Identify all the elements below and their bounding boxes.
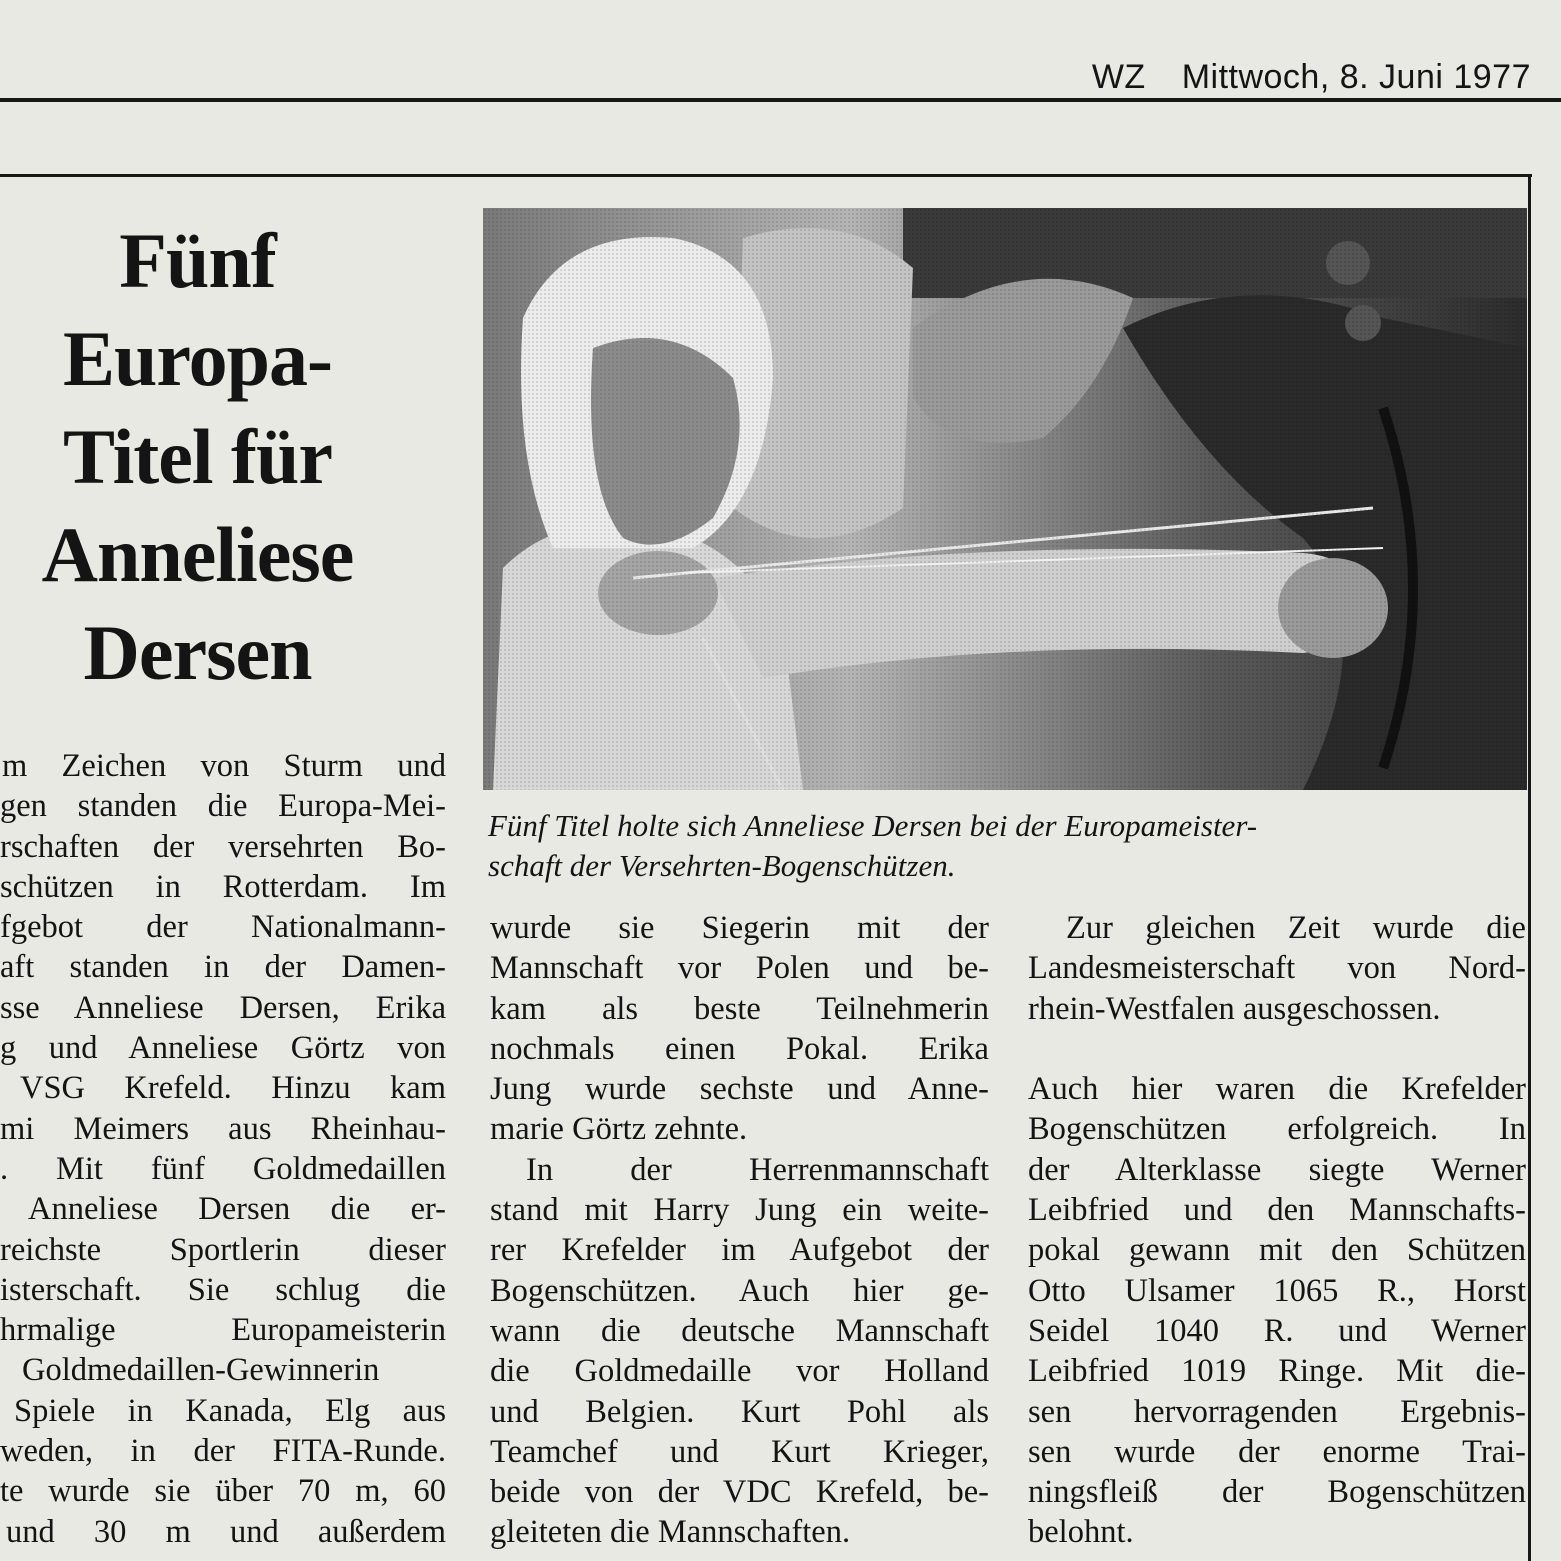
text-line: Seidel 1040 R. und Werner [1028,1312,1526,1349]
text-line: m Zeichen von Sturm und [2,748,446,784]
text-line: rer Krefelder im Aufgebot der [490,1232,989,1269]
text-line: schützen in Rotterdam. Im [0,868,446,905]
masthead-rule [0,98,1561,102]
text-line: Spiele in Kanada, Elg aus [14,1392,446,1429]
text-line: ningsfleiß der Bogenschützen [1028,1474,1526,1511]
text-line: . Mit fünf Goldmedaillen [0,1150,446,1187]
article-column-3 [1028,908,1526,1553]
text-line: VSG Krefeld. Hinzu kam [20,1070,446,1107]
text-line: aft standen in der Damen- [0,949,446,986]
article-column-1 [0,746,446,1552]
text-line: Jung wurde sechste und Anne- [490,1071,989,1108]
text-line: reichste Sportlerin dieser [0,1231,446,1268]
text-line: Otto Ulsamer 1065 R., Horst [1028,1272,1526,1309]
text-line: rschaften der versehrten Bo- [0,828,446,865]
article-photo [483,208,1527,790]
text-line: belohnt. [1028,1514,1134,1551]
text-line: wurde sie Siegerin mit der [490,910,989,946]
headline-line: Anneliese [41,511,354,598]
text-line: Landesmeisterschaft von Nord- [1028,950,1526,987]
text-line: gleiteten die Mannschaften. [490,1514,851,1551]
text-line: rhein-Westfalen ausgeschossen. [1028,990,1441,1027]
text-line: und 30 m und außerdem [6,1513,446,1550]
text-line: beide von der VDC Krefeld, be- [490,1474,989,1511]
text-line: Teamchef und Kurt Krieger, [490,1433,989,1470]
text-line: hrmalige Europameisterin [0,1312,446,1349]
text-line: kam als beste Teilnehmerin [490,990,989,1027]
issue-date: Mittwoch, 8. Juni 1977 [1181,58,1531,96]
article-headline [10,212,385,702]
text-line: Leibfried und den Mannschafts- [1028,1192,1526,1229]
text-line: Goldmedaillen-Gewinnerin [22,1352,380,1389]
text-line: fgebot der Nationalmann- [0,909,446,946]
masthead [1092,58,1531,97]
text-line: der Alterklasse siegte Werner [1028,1151,1526,1188]
text-line: Mannschaft vor Polen und be- [490,950,989,987]
text-line: stand mit Harry Jung ein weite- [490,1192,989,1229]
text-line: nochmals einen Pokal. Erika [490,1030,989,1067]
article-top-rule [0,174,1532,177]
article-right-rule [1528,174,1531,1561]
text-line: Bogenschützen erfolgreich. In [1028,1111,1526,1148]
newspaper-name: WZ [1091,58,1146,96]
photo-caption [488,806,1518,886]
headline-line: Dersen [83,609,312,696]
text-line: die Goldmedaille vor Holland [490,1353,989,1390]
text-line: marie Görtz zehnte. [490,1111,748,1148]
text-line: Anneliese Dersen die er- [28,1191,446,1228]
text-line: Auch hier waren die Krefelder [1028,1071,1526,1108]
text-line: sen hervorragenden Ergebnis- [1028,1393,1526,1430]
text-line: und Belgien. Kurt Pohl als [490,1393,989,1430]
text-line: pokal gewann mit den Schützen [1028,1232,1526,1269]
text-line: sen wurde der enorme Trai- [1028,1433,1526,1470]
text-line: g und Anneliese Görtz von [0,1030,446,1067]
text-line: te wurde sie über 70 m, 60 [0,1473,446,1510]
text-line: Bogenschützen. Auch hier ge- [490,1272,989,1309]
text-line: Zur gleichen Zeit wurde die [1066,910,1526,946]
text-line: sse Anneliese Dersen, Erika [0,989,446,1026]
text-line: mi Meimers aus Rheinhau- [0,1110,446,1147]
caption-line: schaft der Versehrten-Bogenschützen. [488,848,956,883]
text-line: In der Herrenmannschaft [526,1151,989,1188]
headline-line: Titel für [62,413,333,500]
text-line: weden, in der FITA-Runde. [0,1433,446,1470]
archer-photo-illustration [483,208,1527,790]
headline-line: Fünf [119,217,276,304]
headline-line: Europa- [63,315,332,402]
article-column-2 [490,908,989,1553]
text-line: isterschaft. Sie schlug die [0,1271,446,1308]
text-line: Leibfried 1019 Ringe. Mit die- [1028,1353,1526,1390]
text-line: gen standen die Europa-Mei- [0,788,446,825]
paragraph-gap [1028,1029,1526,1069]
caption-line: Fünf Titel holte sich Anneliese Dersen bei der Europameister- [488,808,1258,843]
text-line: wann die deutsche Mannschaft [490,1312,989,1349]
